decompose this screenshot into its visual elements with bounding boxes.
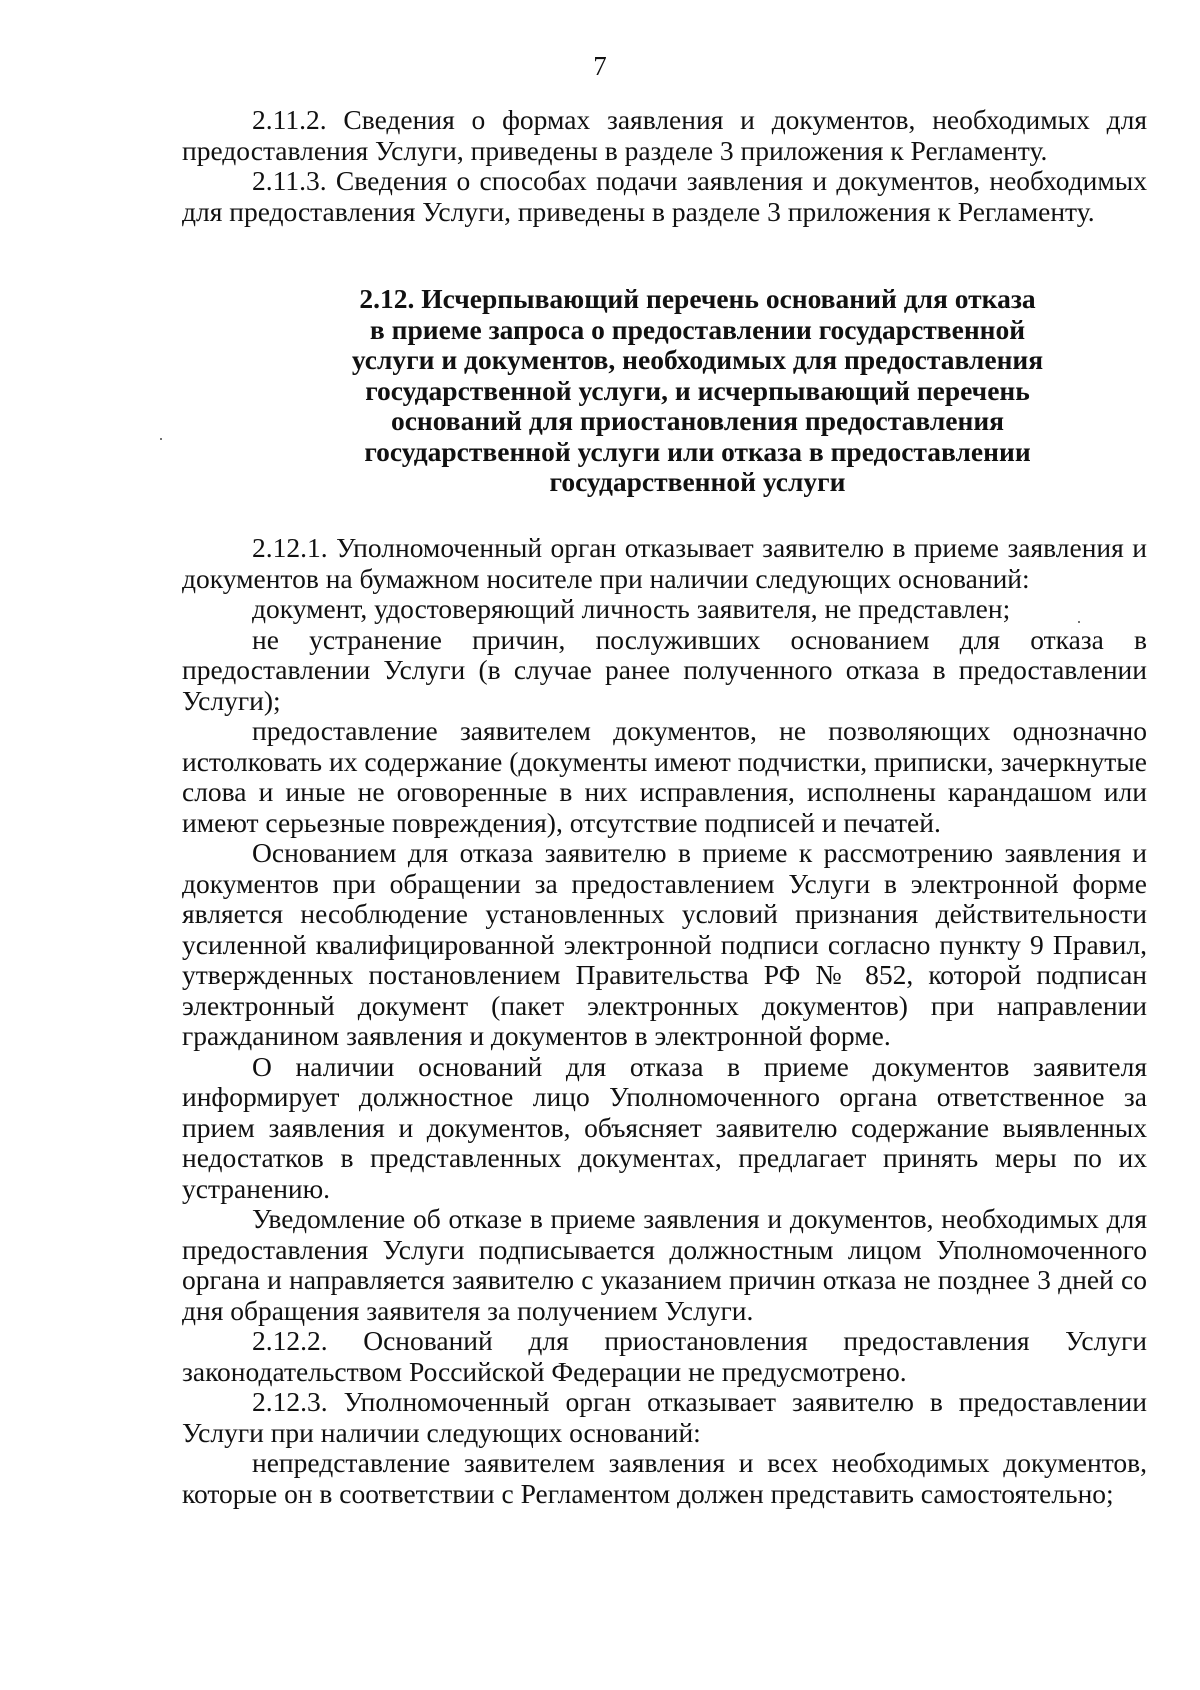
scan-speck xyxy=(1078,621,1080,623)
list-item: предоставление заявителем документов, не позволяющих однозначно истолковать их содержание (документы имеют подчистки, приписки, зачеркнутые слова и иные не оговоренные в них исправления, исполнены карандашом или имеют серьезные повреждения), отсутствие подписей и печатей. xyxy=(182,715,1147,838)
paragraph-2-11-3: 2.11.3. Сведения о способах подачи заявления и документов, необходимых для предоставления Услуги, приведены в разделе 3 приложения к Регламенту. xyxy=(182,165,1147,227)
paragraph-2-12-2: 2.12.2. Оснований для приостановления предоставления Услуги законодательством Российской Федерации не предусмотрено. xyxy=(182,1325,1147,1387)
body-paragraphs xyxy=(182,533,1147,1509)
heading-line: государственной услуги xyxy=(549,466,846,497)
paragraph: О наличии оснований для отказа в приеме документов заявителя информирует должностное лицо Уполномоченного органа ответственное за прием заявления и документов, объясняет заявителю содержание выявленных недостатков в представленных документах, предлагает принять меры по их устранению. xyxy=(182,1050,1147,1204)
scan-speck xyxy=(160,438,162,440)
list-item: документ, удостоверяющий личность заявителя, не представлен; xyxy=(252,593,1011,624)
section-heading-2-12 xyxy=(315,284,1080,498)
paragraph: Уведомление об отказе в приеме заявления и документов, необходимых для предоставления Услуги подписывается должностным лицом Уполномоченного органа и направляется заявителю с указанием причин отказа не позднее 3 дней со дня обращения заявителя за получением Услуги. xyxy=(182,1203,1147,1326)
heading-line: 2.12. Исчерпывающий перечень оснований для отказа xyxy=(359,283,1036,314)
top-paragraphs xyxy=(182,105,1147,227)
paragraph-2-12-3: 2.12.3. Уполномоченный орган отказывает заявителю в предоставлении Услуги при наличии следующих оснований: xyxy=(182,1386,1147,1448)
heading-line: оснований для приостановления предоставления xyxy=(390,405,1005,436)
heading-line: государственной услуги, и исчерпывающий перечень xyxy=(365,374,1030,406)
heading-line: в приеме запроса о предоставлении государственной xyxy=(369,313,1026,345)
paragraph-2-12-1: 2.12.1. Уполномоченный орган отказывает заявителю в приеме заявления и документов на бумажном носителе при наличии следующих оснований: xyxy=(182,532,1147,594)
list-item: непредставление заявителем заявления и всех необходимых документов, которые он в соответствии с Регламентом должен представить самостоятельно; xyxy=(182,1447,1147,1509)
heading-line: государственной услуги или отказа в предоставлении xyxy=(364,435,1031,467)
page-number: 7 xyxy=(593,51,607,81)
heading-line: услуги и документов, необходимых для предоставления xyxy=(351,344,1044,375)
paragraph: Основанием для отказа заявителю в приеме к рассмотрению заявления и документов при обращении за предоставлением Услуги в электронной форме является несоблюдение установленных условий признания действительности усиленной квалифицированной электронной подписи согласно пункту 9 Правил, утвержденных постановлением Правительства РФ № 852, которой подписан электронный документ (пакет электронных документов) при направлении гражданином заявления и документов в электронной форме. xyxy=(182,837,1147,1051)
paragraph-2-11-2: 2.11.2. Сведения о формах заявления и документов, необходимых для предоставления Услуги, приведены в разделе 3 приложения к Регламенту. xyxy=(182,104,1147,166)
list-item: не устранение причин, послуживших основанием для отказа в предоставлении Услуги (в случае ранее полученного отказа в предоставлении Услуги); xyxy=(182,623,1147,716)
